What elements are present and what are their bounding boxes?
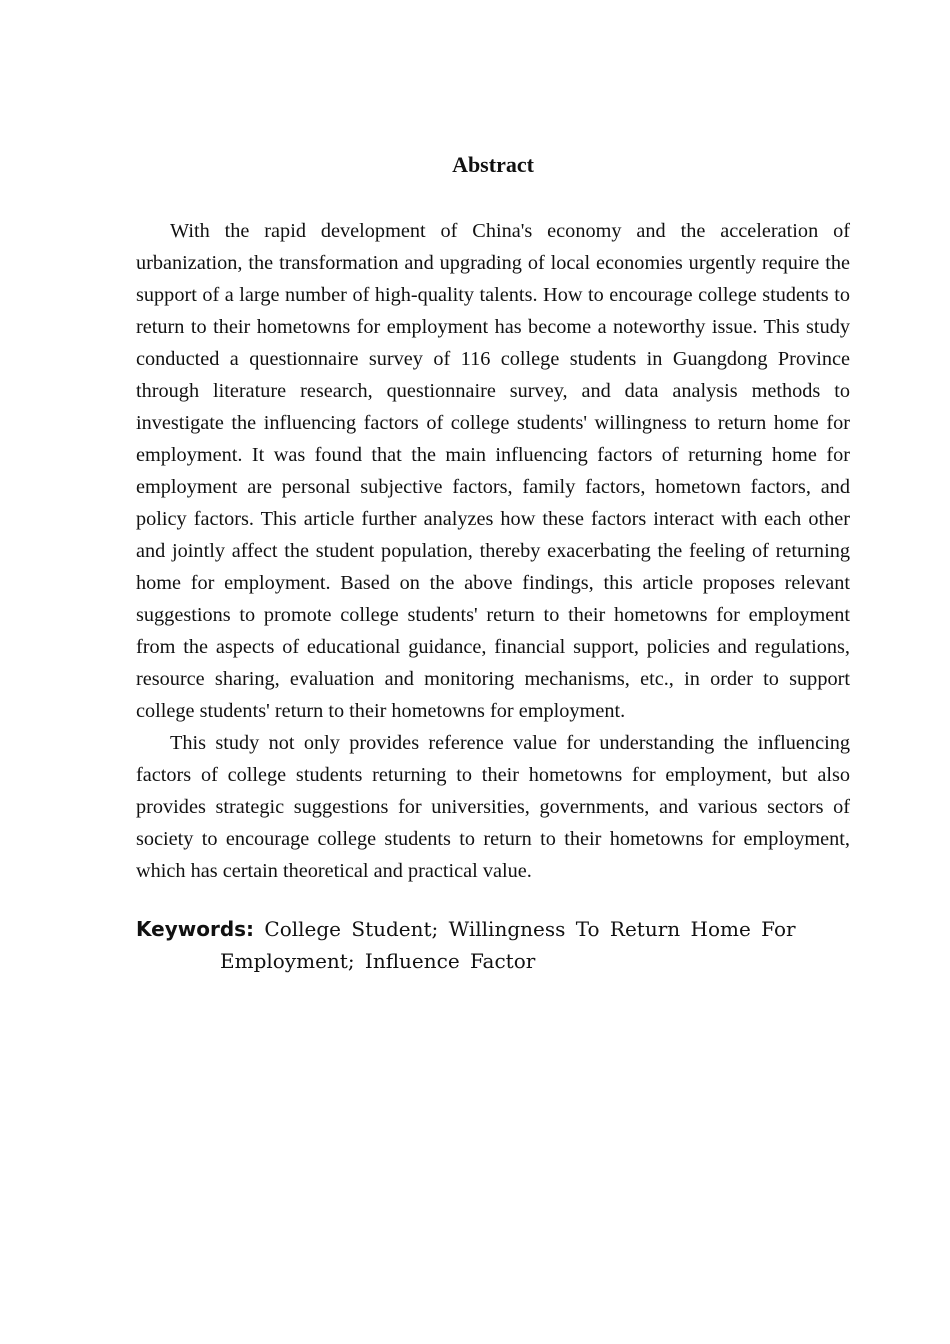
abstract-page (136, 150, 850, 977)
keywords-label: Keywords: (136, 917, 255, 941)
keywords-line (136, 913, 910, 977)
keywords-text: College Student; Willingness To Return Home For Employment; Influence Factor (220, 917, 796, 973)
abstract-paragraph-1: With the rapid development of China's economy and the acceleration of urbanization, the transformation and upgrading of local economies urgently require the support of a large number of high-quality talents. How to encourage college students to return to their hometowns for employment has become a noteworthy issue. This study conducted a questionnaire survey of 116 college students in Guangdong Province through literature research, questionnaire survey, and data analysis methods to investigate the influencing factors of college students' willingness to return home for employment. It was found that the main influencing factors of returning home for employment are personal subjective factors, family factors, hometown factors, and policy factors. This article further analyzes how these factors interact with each other and jointly affect the student population, thereby exacerbating the feeling of returning home for employment. Based on the above findings, this article proposes relevant suggestions to promote college students' return to their hometowns for employment from the aspects of educational guidance, financial support, policies and regulations, resource sharing, evaluation and monitoring mechanisms, etc., in order to support college students' return to their hometowns for employment. (136, 220, 850, 722)
abstract-title: Abstract (452, 152, 534, 177)
abstract-paragraph-2: This study not only provides reference value for understanding the influencing factors of college students returning to their hometowns for employment, but also provides strategic suggestions for universities, governments, and various sectors of society to encourage college students to return to their hometowns for employment, which has certain theoretical and practical value. (136, 732, 850, 882)
